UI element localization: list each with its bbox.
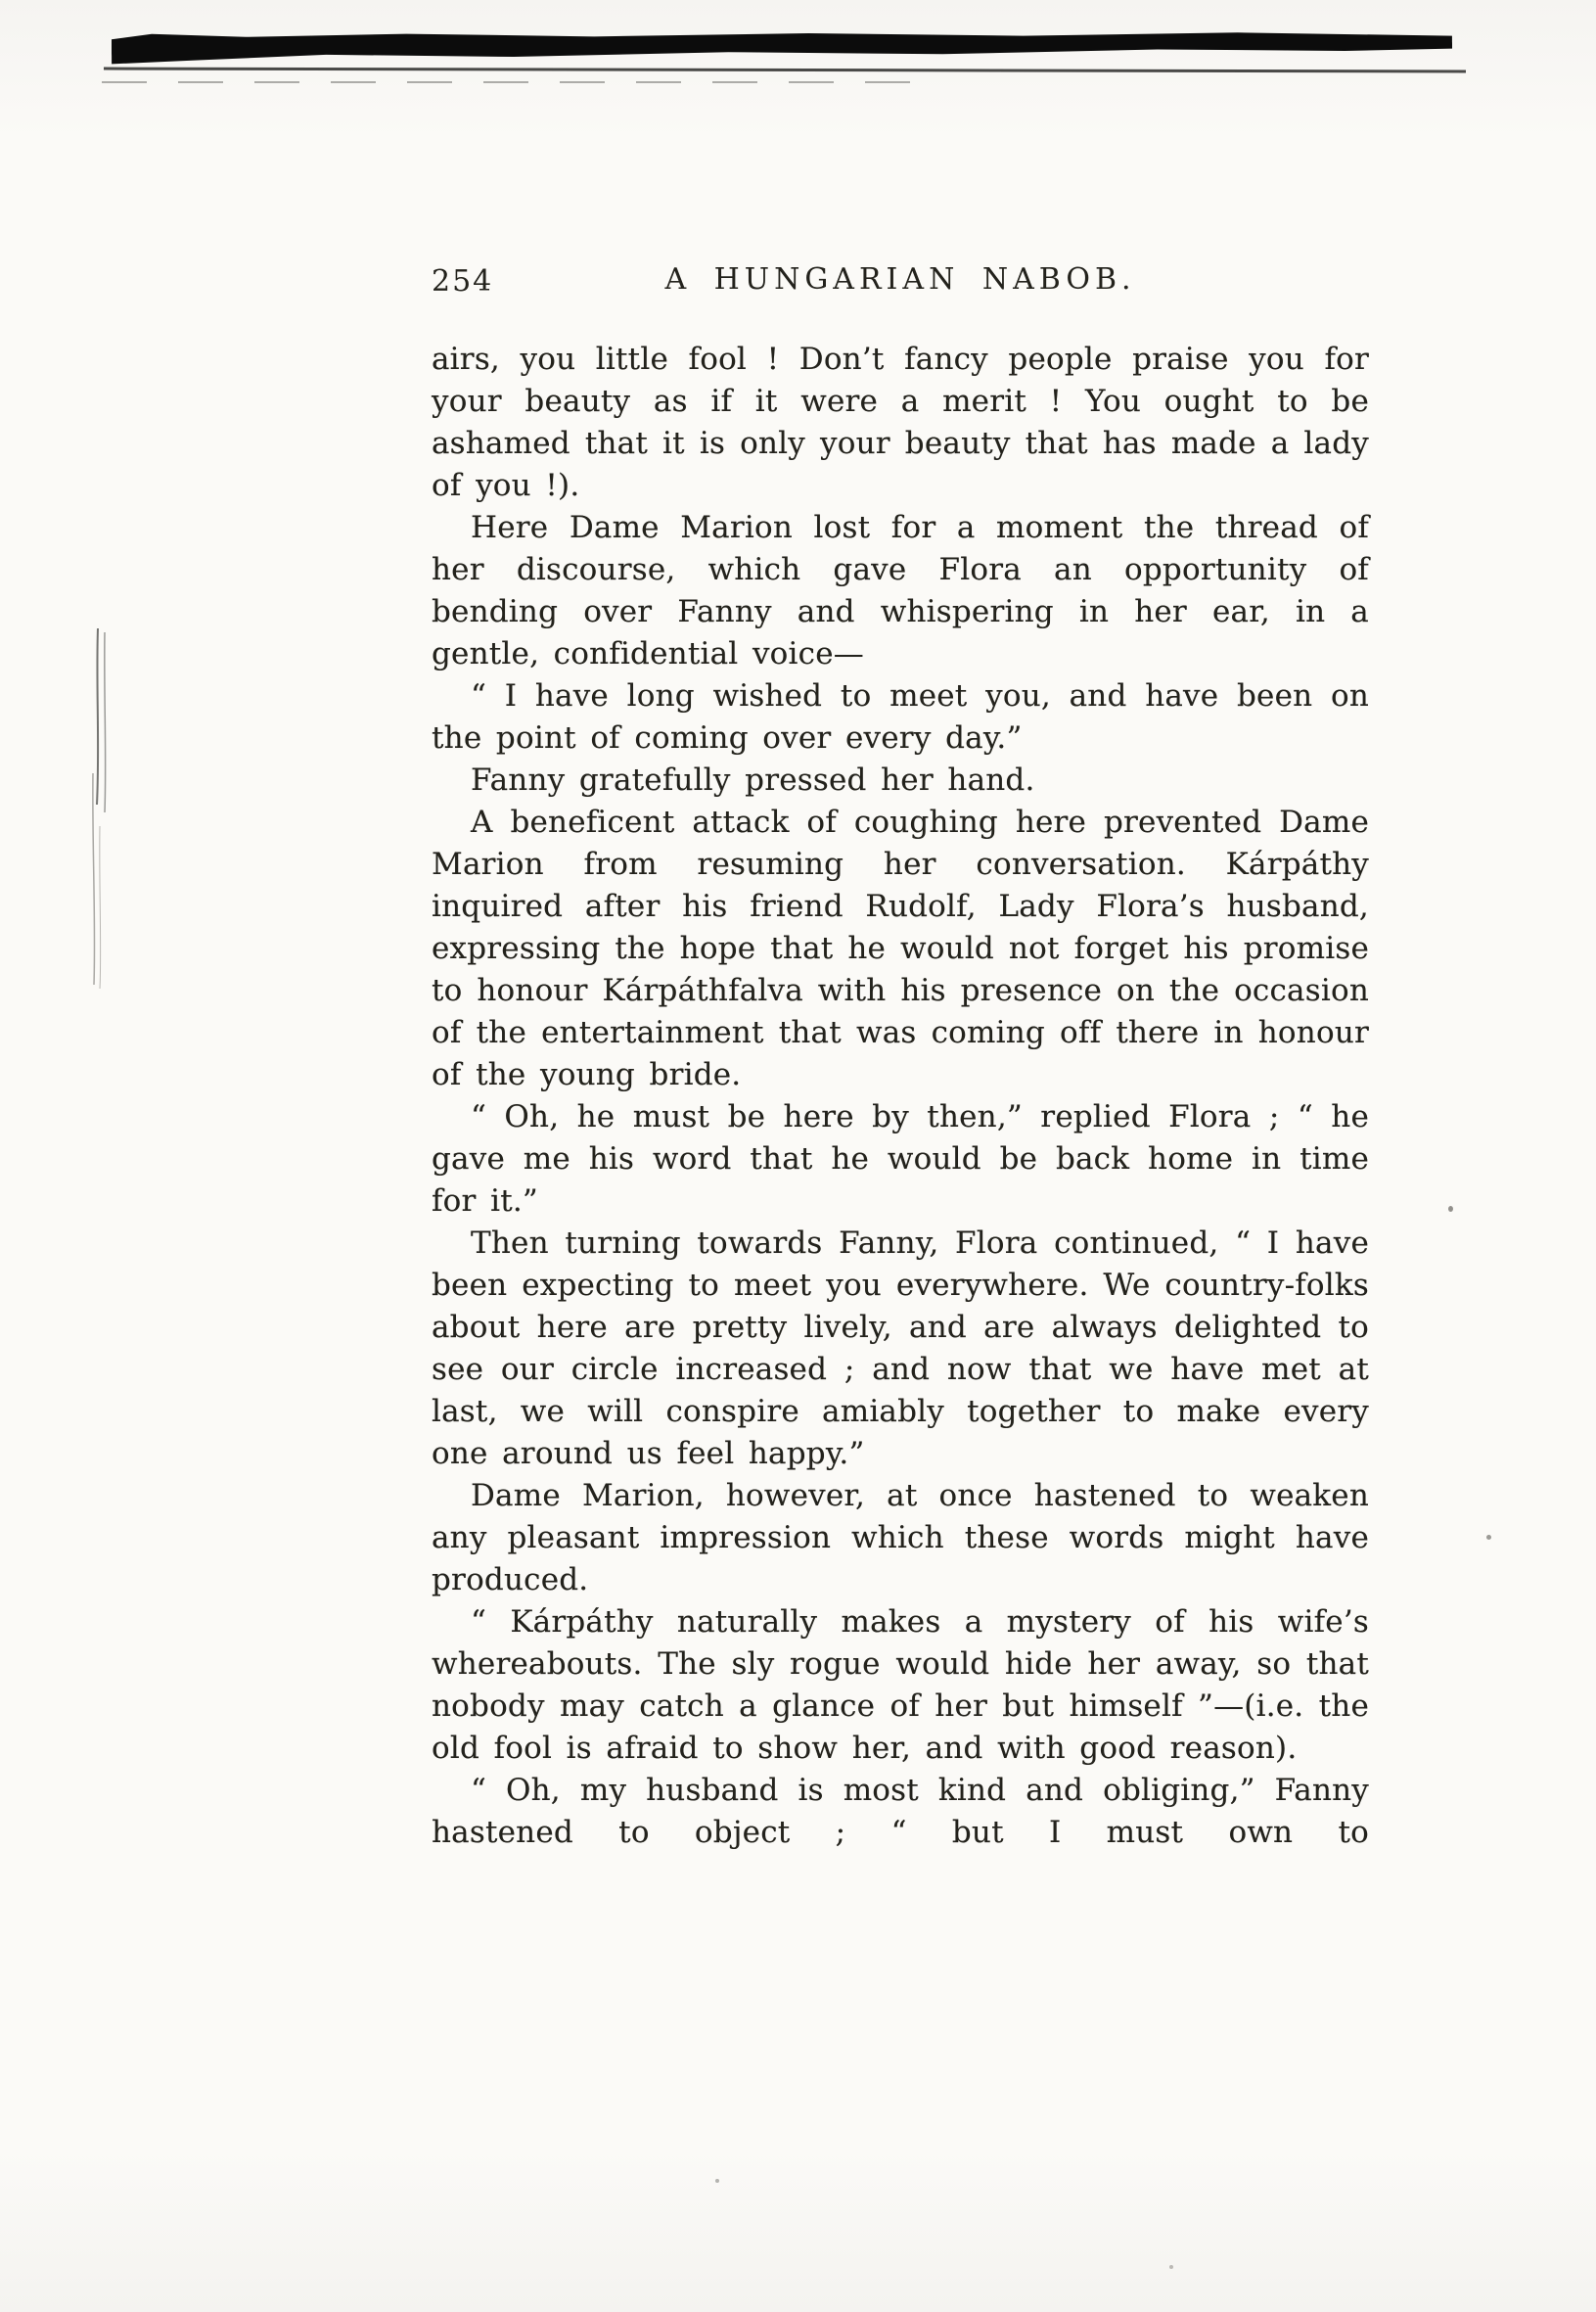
running-title: A HUNGARIAN NABOB. <box>664 262 1136 297</box>
paragraph-6: “ Oh, he must be here by then,” replied Flora ; “ he gave me his word that he would be back home in time for it.” <box>432 1099 1369 1219</box>
paragraph-5: A beneficent attack of coughing here prevented Dame Marion from resuming her conversation. Kárpáthy inquired after his friend Rudolf, Lady Flora’s husband, expressing the hope that he would not forget his promise to honour Kárpáthfalva with his presence on the occasion of the entertainment that was coming off there in honour of the young bride. <box>432 805 1369 1092</box>
paragraph-3: “ I have long wished to meet you, and have been on the point of coming over every day.” <box>432 678 1369 756</box>
scan-artifact-top-bar <box>112 29 1452 67</box>
scan-speck <box>1448 1206 1453 1212</box>
scan-artifact-scratch-lines <box>84 626 123 991</box>
paragraph-1: airs, you little fool ! Don’t fancy people praise you for your beauty as if it were a merit ! You ought to be ashamed that it is only your beauty that has made a lady of you !). <box>432 342 1369 503</box>
body-text <box>432 339 1369 1854</box>
paragraph-7: Then turning towards Fanny, Flora continued, “ I have been expecting to meet you everywhere. We country-folks about here are pretty lively, and are always delighted to see our circle increased ; and now that we have met at last, we will conspire amiably together to make every one around us feel happy.” <box>432 1225 1369 1471</box>
scan-speck <box>1169 2265 1173 2269</box>
paragraph-9: “ Kárpáthy naturally makes a mystery of his wife’s whereabouts. The sly rogue would hide her away, so that nobody may catch a glance of her but himself ”—(i.e. the old fool is afraid to show her, and with good reason). <box>432 1604 1369 1766</box>
scan-artifact-top-line <box>104 68 1466 73</box>
paragraph-4: Fanny gratefully pressed her hand. <box>471 763 1035 798</box>
scan-speck <box>1486 1535 1491 1540</box>
scan-artifact-dashed-line <box>102 81 924 83</box>
scan-speck <box>715 2179 719 2183</box>
paragraph-2: Here Dame Marion lost for a moment the thread of her discourse, which gave Flora an opportunity of bending over Fanny and whispering in her ear, in a gentle, confidential voice— <box>432 510 1369 671</box>
running-head <box>432 262 1369 307</box>
page-number: 254 <box>432 264 494 299</box>
paragraph-10: “ Oh, my husband is most kind and obliging,” Fanny hastened to object ; “ but I must own to <box>432 1773 1369 1850</box>
paragraph-8: Dame Marion, however, at once hastened to weaken any pleasant impression which these words might have produced. <box>432 1478 1369 1597</box>
